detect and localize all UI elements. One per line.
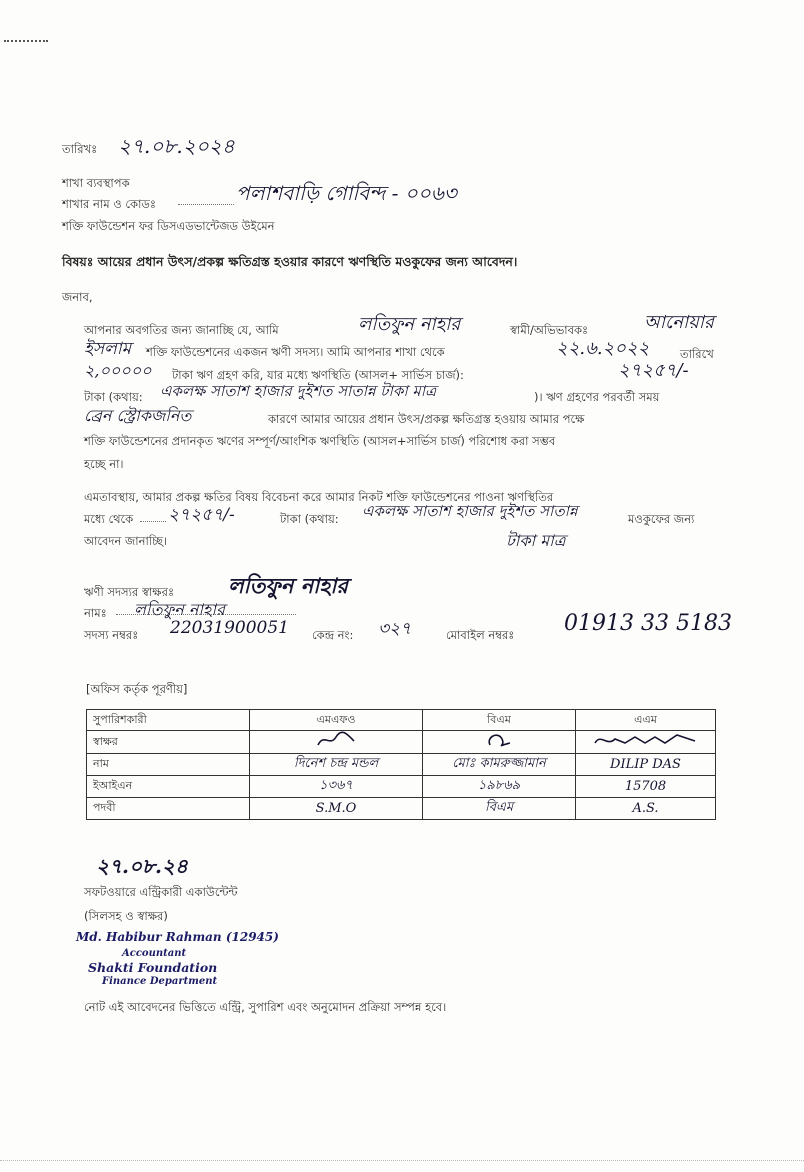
member-name-label: নামঃ bbox=[84, 606, 107, 620]
balance-words: একলক্ষ সাতাশ হাজার দুইশত সাতান্ন টাকা মাত্র bbox=[160, 382, 437, 400]
body-p1-d: তারিখে bbox=[680, 347, 714, 361]
mfo-name: দিনেশ চন্দ্র মন্ডল bbox=[250, 754, 423, 776]
stamp-name: Md. Habibur Rahman (12945) bbox=[76, 930, 279, 944]
bm-designation: বিএম bbox=[423, 798, 576, 820]
mfo-designation: S.M.O bbox=[250, 798, 423, 820]
mobile-no: 01913 33 5183 bbox=[564, 611, 732, 636]
body-p1-g: )। ঋণ গ্রহণের পরবর্তী সময় bbox=[534, 390, 660, 404]
member-no-label: সদস্য নম্বরঃ bbox=[84, 628, 139, 642]
branch-value: পলাশবাড়ি গোবিন্দ - ০০৬৩ bbox=[236, 181, 457, 205]
bm-name: মোঃ কামরুজ্জামান bbox=[423, 754, 576, 776]
member-no: 22031900051 bbox=[170, 618, 289, 638]
office-row-label: স্বাক্ষর bbox=[87, 731, 250, 754]
office-row-label: ইআইএন bbox=[87, 776, 250, 798]
am-signature bbox=[576, 731, 716, 754]
office-header-bm: বিএম bbox=[423, 710, 576, 731]
center-no: ৩২৭ bbox=[378, 619, 412, 639]
body-p1-b: স্বামী/অভিভাবকঃ bbox=[510, 323, 589, 337]
office-header-row bbox=[87, 710, 716, 731]
body-p1-j: হচ্ছে না। bbox=[84, 457, 124, 471]
office-row-label: পদবী bbox=[87, 798, 250, 820]
body-p1-i: শক্তি ফাউন্ডেশনের প্রদানকৃত ঋণের সম্পূর্ণ/আংশিক ঋণস্থিতি (আসল+সার্ভিস চার্জ) পরিশোধ করা সম্ভব bbox=[84, 434, 556, 448]
mobile-label: মোবাইল নম্বরঃ bbox=[446, 628, 515, 642]
borrower-name: লতিফুন নাহার bbox=[358, 314, 461, 335]
branch-dots bbox=[178, 204, 234, 205]
waive-dots bbox=[140, 521, 166, 522]
accountant-seal-label: (সিলসহ ও স্বাক্ষর) bbox=[84, 909, 168, 923]
subject: বিষয়ঃ আয়ের প্রধান উৎস/প্রকল্প ক্ষতিগ্রস্ত হওয়ার কারণে ঋণস্থিতি মওকুফের জন্য আবেদন। bbox=[62, 254, 518, 269]
body-p1-c: শক্তি ফাউন্ডেশনের একজন ঋণী সদস্য। আমি আপনার শাখা থেকে bbox=[146, 345, 445, 359]
office-header-am: এএম bbox=[576, 710, 716, 731]
office-row-ein bbox=[87, 776, 716, 798]
am-name: DILIP DAS bbox=[576, 754, 716, 776]
stamp-title: Accountant bbox=[122, 948, 187, 959]
body-p1-f: টাকা (কথায়: bbox=[84, 390, 143, 404]
branch-label: শাখার নাম ও কোডঃ bbox=[62, 197, 157, 211]
waive-words-2: টাকা মাত্র bbox=[506, 531, 566, 550]
am-designation: A.S. bbox=[576, 798, 716, 820]
body-p2-c: টাকা (কথায়: bbox=[280, 512, 339, 526]
bm-signature bbox=[423, 731, 576, 754]
member-sig-label: ঋণী সদস্যর স্বাক্ষরঃ bbox=[84, 585, 175, 599]
office-header-recommender: সুপারিশকারী bbox=[87, 710, 250, 731]
body-p1-h: কারণে আমার আয়ের প্রধান উৎস/প্রকল্প ক্ষতিগ্রস্ত হওয়ায় আমার পক্ষে bbox=[268, 412, 585, 426]
guardian-name: আনোয়ার bbox=[644, 312, 714, 333]
body-p2-d: মওকুফের জন্য bbox=[628, 512, 695, 526]
guardian-name-2: ইসলাম bbox=[84, 339, 132, 359]
manager-label: শাখা ব্যবস্থাপক bbox=[62, 176, 130, 190]
body-p2-e: আবেদন জানাচ্ছি। bbox=[84, 534, 168, 548]
member-name: লতিফুন নাহার bbox=[134, 600, 225, 619]
office-row-designation bbox=[87, 798, 716, 820]
reason: ব্রেন স্ট্রোকজনিত bbox=[84, 406, 192, 425]
scan-edge bbox=[0, 1160, 804, 1164]
waive-words: একলক্ষ সাতাশ হাজার দুইশত সাতান্ন bbox=[362, 502, 578, 520]
body-p2-a: এমতাবস্থায়, আমার প্রকল্প ক্ষতির বিষয় বিবেচনা করে আমার নিকট শক্তি ফাউন্ডেশনের পাওনা ঋণস্থিতির bbox=[84, 490, 554, 504]
date-label: তারিখঃ bbox=[62, 142, 98, 156]
note: নোট এই আবেদনের ভিত্তিতে এন্ট্রি, সুপারিশ এবং অনুমোদন প্রক্রিয়া সম্পন্ন হবে। bbox=[84, 1000, 447, 1014]
office-row-name bbox=[87, 754, 716, 776]
date-value: ২৭.০৮.২০২৪ bbox=[118, 134, 235, 158]
waive-amount: ২৭২৫৭/- bbox=[168, 505, 235, 525]
scan-mark bbox=[4, 40, 48, 45]
office-row-signature bbox=[87, 731, 716, 754]
center-label: কেন্দ্র নং: bbox=[312, 628, 354, 642]
mfo-ein: ১৩৬৭ bbox=[250, 776, 423, 798]
loan-amount: ২,০০০০০ bbox=[84, 361, 152, 380]
stamp-org: Shakti Foundation bbox=[88, 960, 218, 975]
office-title: [অফিস কর্তৃক পূরণীয়] bbox=[86, 682, 188, 696]
loan-date: ২২.৬.২০২২ bbox=[556, 338, 650, 359]
accountant-role: সফটওয়ারে এন্ট্রিকারী একাউন্টেন্ট bbox=[84, 885, 238, 899]
office-header-mfo: এমএফও bbox=[250, 710, 423, 731]
body-p1-a: আপনার অবগতির জন্য জানাচ্ছি যে, আমি bbox=[84, 323, 279, 337]
member-signature: লতিফুন নাহার bbox=[228, 573, 348, 598]
am-ein: 15708 bbox=[576, 776, 716, 798]
office-row-label: নাম bbox=[87, 754, 250, 776]
body-p2-b: মধ্যে থেকে bbox=[84, 512, 134, 526]
balance-amount: ২৭২৫৭/- bbox=[618, 360, 689, 381]
bm-ein: ১৯৮৬৯ bbox=[423, 776, 576, 798]
salutation: জনাব, bbox=[62, 290, 93, 304]
stamp-dept: Finance Department bbox=[102, 976, 218, 987]
mfo-signature bbox=[250, 731, 423, 754]
org-line: শক্তি ফাউন্ডেশন ফর ডিসএডভান্টেজড উইমেন bbox=[62, 219, 275, 233]
office-table bbox=[86, 709, 716, 820]
accountant-signature: ২৭.০৮.২৪ bbox=[96, 854, 188, 878]
body-p1-e: টাকা ঋণ গ্রহণ করি, যার মধ্যে ঋণস্থিতি (আসল+ সার্ভিস চার্জ): bbox=[172, 368, 464, 382]
